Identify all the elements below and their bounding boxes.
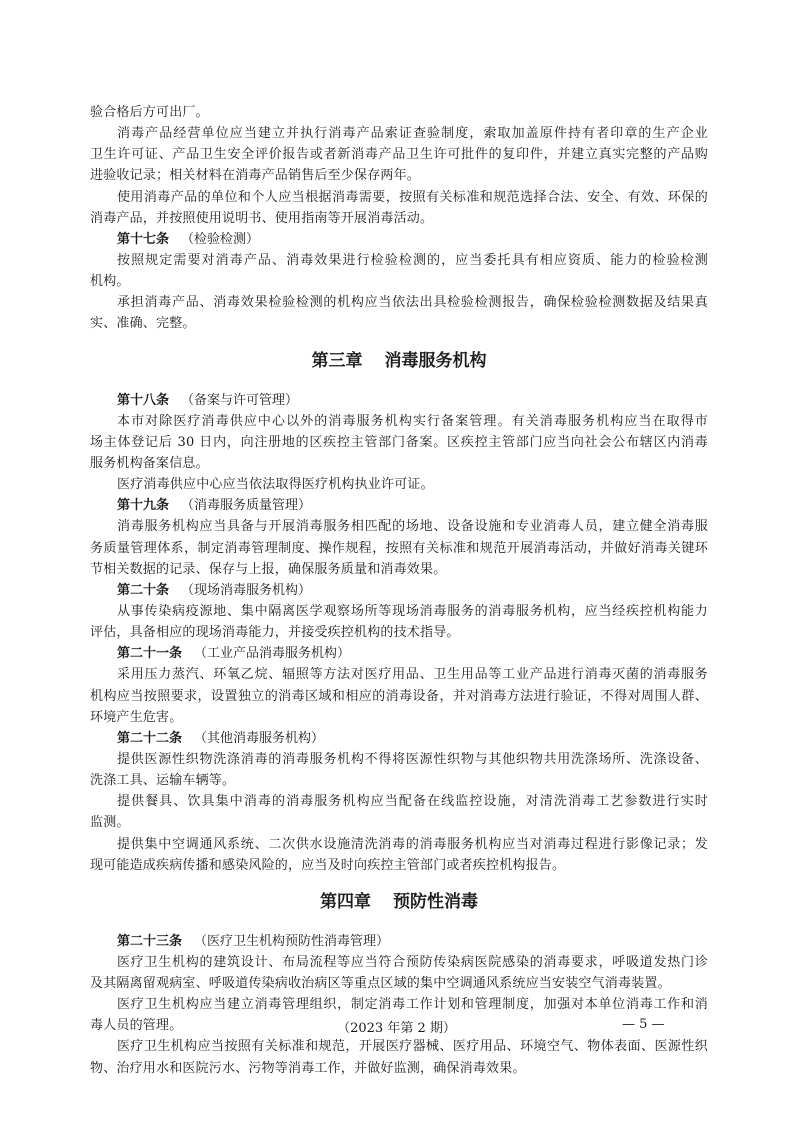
article-title: （医疗卫生机构预防性消毒管理） [194, 933, 390, 949]
text-line: 消毒产品经营单位应当建立并执行消毒产品索证查验制度，索取加盖原件持有者印章的生产企业 [117, 126, 708, 142]
text-line: 环境产生危害。 [90, 709, 183, 725]
paragraph [90, 292, 708, 334]
text-line: 务质量管理体系，制定消毒管理制度、操作规程，按照有关标准和规范开展消毒活动，并做好消毒关键环 [90, 540, 708, 556]
paragraph [90, 516, 708, 579]
text-line: 从事传染病疫源地、集中隔离医学观察场所等现场消毒服务的消毒服务机构，应当经疾控机构能力 [117, 603, 708, 619]
text-line: 实、准确、完整。 [90, 316, 196, 332]
article-number: 第十九条 [117, 498, 170, 514]
article-number: 第二十条 [117, 582, 170, 598]
article-number: 第二十一条 [117, 646, 183, 662]
page-number: — 5 — [622, 1017, 665, 1032]
article-heading [90, 390, 708, 411]
text-line: 场主体登记后 30 日内，向注册地的区疾控主管部门备案。区疾控主管部门应当向社会公布辖区内消毒 [90, 434, 708, 450]
text-line: 毒人员的管理。 [90, 1018, 183, 1034]
text-line: 承担消毒产品、消毒效果检验检测的机构应当依法出具检验检测报告，确保检验检测数据及结果真 [117, 295, 708, 311]
chapter-title: 预防性消毒 [393, 891, 478, 912]
article-number: 第二十二条 [117, 730, 183, 746]
text-line: 医疗卫生机构应当建立消毒管理组织，制定消毒工作计划和管理制度，加强对本单位消毒工作和消 [117, 997, 708, 1013]
paragraph [90, 1036, 708, 1078]
article-title: （现场消毒服务机构） [181, 582, 312, 598]
article-title: （检验检测） [181, 231, 260, 247]
text-line: 评估，具备相应的现场消毒能力，并接受疾控机构的技术指导。 [90, 625, 460, 641]
article-heading [90, 728, 708, 749]
article-heading [90, 229, 708, 250]
text-line: 按照规定需要对消毒产品、消毒效果进行检验检测的，应当委托具有相应资质、能力的检验检测 [117, 252, 708, 268]
text-line: 机构。 [90, 274, 130, 290]
paragraph [90, 187, 708, 229]
chapter-number: 第四章 [320, 891, 371, 912]
footer-issue: （2023 年第 2 期） [337, 1021, 456, 1036]
text-line: 洗涤工具、运输车辆等。 [90, 773, 236, 789]
article-number: 第二十三条 [117, 933, 183, 949]
text-line: 使用消毒产品的单位和个人应当根据消毒需要，按照有关标准和规范选择合法、安全、有效、环保的 [117, 189, 708, 205]
paragraph [90, 834, 708, 876]
text-line: 节相关数据的记录、保存与上报，确保服务质量和消毒效果。 [90, 561, 447, 577]
article-title: （消毒服务质量管理） [181, 498, 312, 514]
text-line: 物、治疗用水和医院污水、污物等消毒工作，并做好监测，确保消毒效果。 [90, 1060, 526, 1076]
text-line: 采用压力蒸汽、环氧乙烷、辐照等方法对医疗用品、卫生用品等工业产品进行消毒灭菌的消毒服务 [117, 667, 708, 683]
text-line: 医疗卫生机构应当按照有关标准和规范，开展医疗器械、医疗用品、环境空气、物体表面、医源性织 [117, 1039, 708, 1055]
text-line: 本市对除医疗消毒供应中心以外的消毒服务机构实行备案管理。有关消毒服务机构应当在取得市 [117, 413, 708, 429]
text-line: 提供集中空调通风系统、二次供水设施清洗消毒的消毒服务机构应当对消毒过程进行影像记录；发 [117, 836, 708, 852]
paragraph [90, 664, 708, 727]
paragraph [90, 123, 708, 186]
text-line: 及其隔离留观病室、呼吸道传染病收治病区等重点区域的集中空调通风系统应当安装空气消毒装置。 [90, 976, 671, 992]
text-line: 现可能造成疾病传播和感染风险的，应当及时向疾控主管部门或者疾控机构报告。 [90, 857, 566, 873]
text-line: 验合格后方可出厂。 [90, 105, 209, 120]
paragraph [90, 749, 708, 791]
article-title: （工业产品消毒服务机构） [194, 646, 351, 662]
text-line: 提供餐具、饮具集中消毒的消毒服务机构应当配备在线监控设施，对清洗消毒工艺参数进行实时 [117, 794, 708, 810]
chapter-number: 第三章 [311, 350, 363, 371]
text-line: 消毒产品，并按照使用说明书、使用指南等开展消毒活动。 [90, 210, 434, 226]
text-line: 医疗卫生机构的建筑设计、布局流程等应当符合预防传染病医院感染的消毒要求，呼吸道发热门诊 [117, 954, 708, 970]
chapter-title: 消毒服务机构 [384, 350, 487, 371]
article-number: 第十七条 [117, 231, 170, 247]
article-number: 第十八条 [117, 392, 170, 408]
text-line: 机构应当按照要求，设置独立的消毒区域和相应的消毒设备，并对消毒方法进行验证，不得对周围人群、 [90, 688, 708, 704]
text-line: 卫生许可证、产品卫生安全评价报告或者新消毒产品卫生许可批件的复印件，并建立真实完整的产品购 [90, 147, 708, 163]
paragraph [90, 411, 708, 474]
article-heading [90, 495, 708, 516]
article-title: （其他消毒服务机构） [194, 730, 325, 746]
chapter-heading [90, 335, 708, 390]
text-line: 进验收记录；相关材料在消毒产品销售后至少保存两年。 [90, 168, 421, 184]
paragraph [90, 791, 708, 833]
text-line: 监测。 [90, 815, 130, 831]
text-line: 提供医源性织物洗涤消毒的消毒服务机构不得将医源性织物与其他织物共用洗涤场所、洗涤设备、 [117, 751, 708, 767]
paragraph [90, 102, 708, 123]
article-heading [90, 580, 708, 601]
document-body [90, 102, 708, 1079]
text-line: 医疗消毒供应中心应当依法取得医疗机构执业许可证。 [117, 477, 434, 493]
article-heading [90, 643, 708, 664]
article-title: （备案与许可管理） [181, 392, 299, 408]
text-line: 服务机构备案信息。 [90, 455, 209, 471]
text-line: 消毒服务机构应当具备与开展消毒服务相匹配的场地、设备设施和专业消毒人员，建立健全消毒服 [117, 519, 708, 535]
paragraph [90, 601, 708, 643]
paragraph [90, 474, 708, 495]
chapter-heading [90, 876, 708, 931]
paragraph [90, 250, 708, 292]
article-heading [90, 931, 708, 952]
paragraph [90, 952, 708, 994]
